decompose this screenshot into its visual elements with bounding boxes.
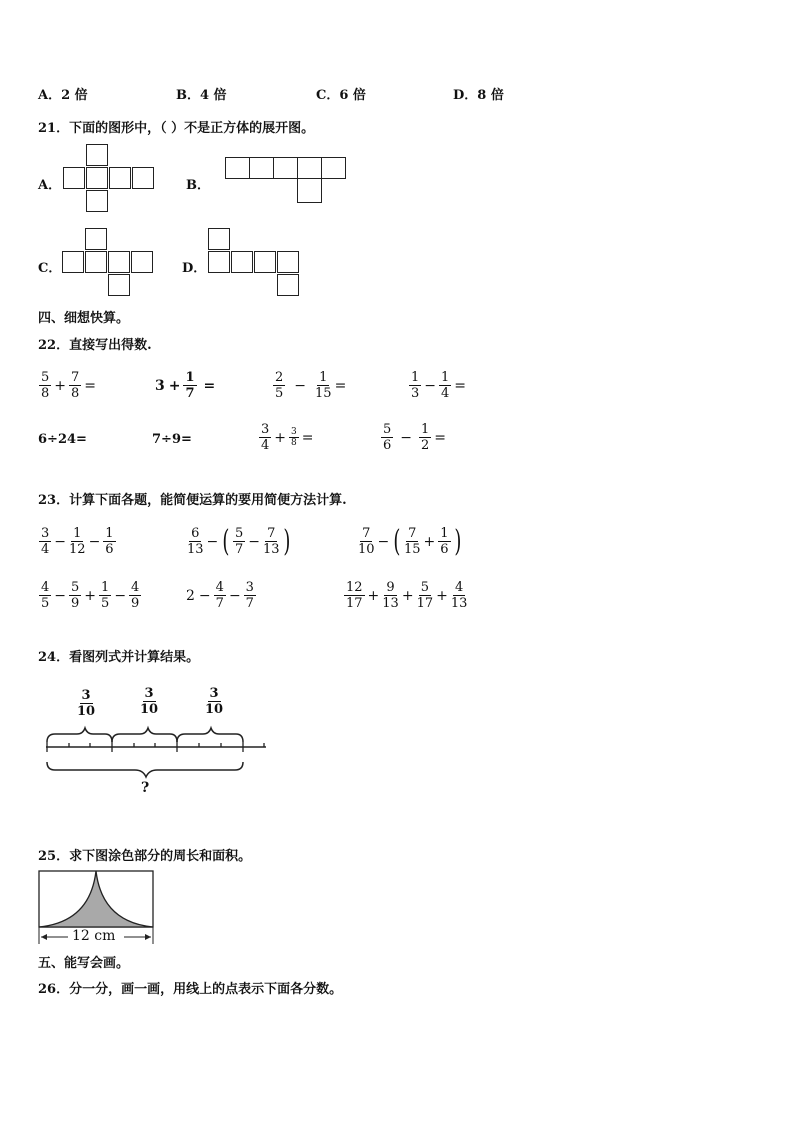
- q23-title: 23．计算下面各题，能简便运算的要用简便方法计算.: [38, 493, 347, 508]
- brace-label-1: $\frac{3}{10}$: [77, 688, 96, 719]
- q21-title: 21．下面的图形中，（ ）不是正方体的展开图。: [38, 121, 315, 136]
- q23-expr-5: 2 − $\frac{4}{7}$ − $\frac{3}{7}$: [186, 580, 254, 611]
- q22-expr-8: $\frac{5}{6}$ − $\frac{1}{2}$ =: [383, 422, 447, 453]
- q25-title: 25．求下图涂色部分的周长和面积。: [38, 849, 252, 864]
- option-c: C．6 倍: [316, 88, 366, 103]
- q22-expr-4: $\frac{1}{3}$ − $\frac{1}{4}$ =: [411, 370, 467, 401]
- q22-title: 22．直接写出得数.: [38, 338, 152, 353]
- number-line-svg: [40, 684, 280, 799]
- net-a: [63, 144, 163, 214]
- net-c: [62, 228, 162, 298]
- dimension-label: 12 cm: [72, 928, 116, 944]
- q23-expr-4: $\frac{4}{5}$ − $\frac{5}{9}$ + $\frac{1}{5}$ − $\frac{4}{9}$: [41, 580, 140, 611]
- q22-expr-5: 6÷24=: [38, 432, 87, 447]
- q23-expr-2: $\frac{6}{13}$ − ( $\frac{5}{7}$ − $\frac{7}{13}$ ): [187, 523, 290, 559]
- q22-expr-6: 7÷9=: [152, 432, 192, 447]
- section-4-title: 四、细想快算。: [38, 311, 130, 326]
- q21-label-d: D．: [182, 261, 207, 276]
- net-b: [225, 157, 350, 207]
- q23-expr-3: $\frac{7}{10}$ − ( $\frac{7}{15}$ + $\frac{1}{6}$ ): [358, 523, 461, 559]
- q22-expr-7: $\frac{3}{4}$ + $\frac{3}{8}$ =: [261, 422, 314, 453]
- q26-title: 26．分一分，画一画，用线上的点表示下面各分数。: [38, 982, 343, 997]
- q22-expr-1: $\frac{5}{8}$ + $\frac{7}{8}$ =: [41, 370, 97, 401]
- q22-expr-2: 3 + $\frac{1}{7}$ =: [155, 370, 216, 401]
- option-b: B．4 倍: [176, 88, 227, 103]
- section-5-title: 五、能写会画。: [38, 956, 130, 971]
- q25-shaded-figure: [38, 870, 156, 946]
- q24-title: 24．看图列式并计算结果。: [38, 650, 200, 665]
- question-mark: ?: [141, 780, 150, 796]
- q22-expr-3: $\frac{2}{5}$ − $\frac{1}{15}$ =: [275, 370, 347, 401]
- q23-expr-6: $\frac{12}{17}$ + $\frac{9}{13}$ + $\frac{5}{17}$ + $\frac{4}{13}$: [346, 580, 468, 611]
- q21-label-c: C．: [38, 261, 62, 276]
- brace-label-2: $\frac{3}{10}$: [140, 686, 159, 717]
- q21-label-a: A．: [38, 178, 62, 193]
- q24-number-line-figure: [40, 684, 280, 799]
- brace-label-3: $\frac{3}{10}$: [205, 686, 224, 717]
- q23-expr-1: $\frac{3}{4}$ − $\frac{1}{12}$ − $\frac{1}{6}$: [41, 526, 114, 557]
- q21-label-b: B．: [186, 178, 210, 193]
- option-d: D．8 倍: [453, 88, 504, 103]
- net-d: [208, 228, 308, 298]
- option-a: A．2 倍: [38, 88, 88, 103]
